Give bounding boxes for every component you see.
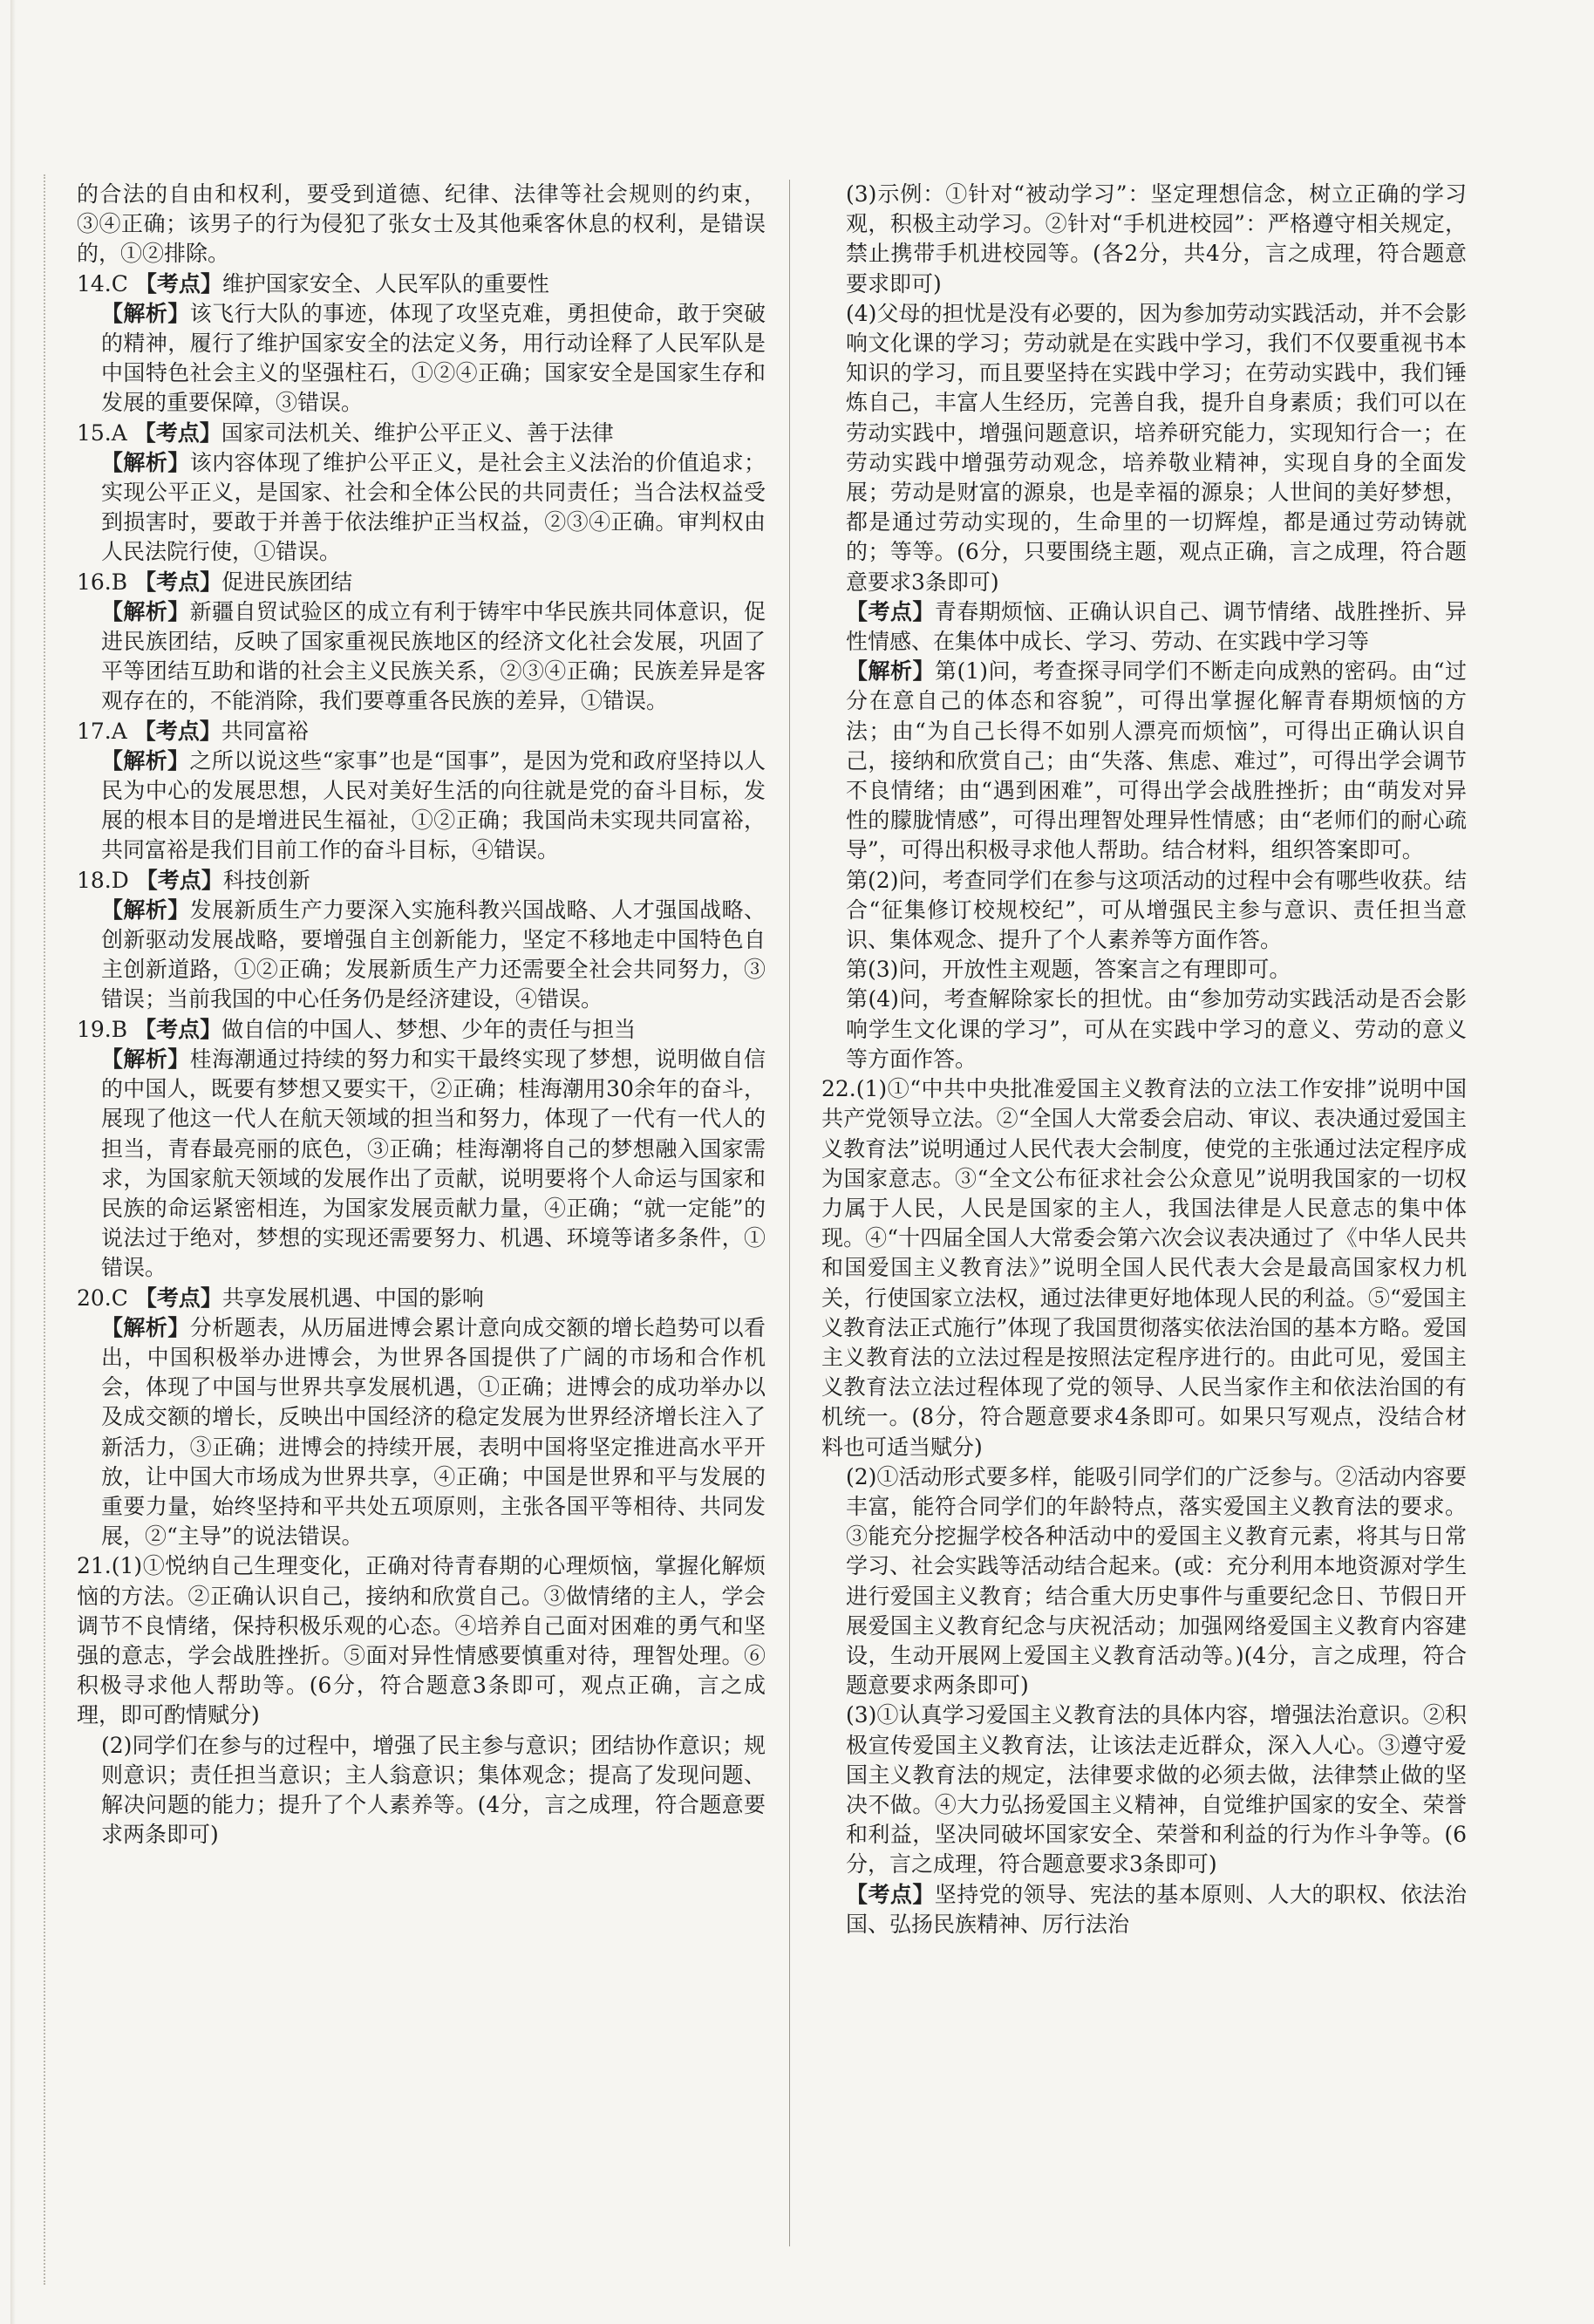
column-divider — [789, 180, 790, 2246]
section-text: 桂海潮通过持续的努力和实干最终实现了梦想，说明做自信的中国人，既要有梦想又要实干，②正确；桂海潮用30余年的奋斗，展现了他这一代人在航天领域的担当和努力，体现了一代有一代人的担当，青春最亮丽的底色，③正确；桂海潮将自己的梦想融入国家需求，为国家航天领域的发展作出了贡献，说明要将个人命运与国家和民族的命运紧密相连，为国家发展贡献力量，④正确；“就一定能”的说法过于绝对，梦想的实现还需要努力、机遇、环境等诸多条件，①错误。 — [101, 1046, 766, 1281]
kaodian-text: 做自信的中国人、梦想、少年的责任与担当 — [221, 1016, 637, 1042]
kaodian-text: 国家司法机关、维护公平正义、善于法律 — [221, 419, 614, 446]
kaodian-text: 共同富裕 — [221, 718, 309, 744]
question-number: 18.D — [77, 867, 129, 893]
page-edge — [10, 0, 16, 2324]
answer-entry — [821, 985, 1467, 1074]
answer-entry — [77, 1731, 766, 1850]
section-text: 该飞行大队的事迹，体现了攻坚克难，勇担使命，敢于突破的精神，履行了维护国家安全的法定义务，用行动诠释了人民军队是中国特色社会主义的坚强柱石，①②④正确；国家安全是国家生存和发展的重要保障，③错误。 — [101, 300, 766, 416]
section-label: 【解析】 — [101, 1314, 190, 1340]
section-text: 之所以说这些“家事”也是“国事”，是因为党和政府坚持以人民为中心的发展思想，人民对美好生活的向往就是党的奋斗目标，发展的根本目的是增进民生福祉，①②正确；我国尚未实现共同富裕，共同富裕是我们目前工作的奋斗目标，④错误。 — [101, 747, 766, 863]
section-text: 发展新质生产力要深入实施科教兴国战略、人才强国战略、创新驱动发展战略，要增强自主创新能力，坚定不移地走中国特色自主创新道路，①②正确；发展新质生产力还需要全社会共同努力，③错误；当前我国的中心任务仍是经济建设，④错误。 — [101, 896, 766, 1012]
section-label: 【解析】 — [101, 300, 190, 326]
answer-entry — [77, 299, 766, 419]
kaodian-label: 【考点】 — [135, 867, 223, 893]
answer-entry — [77, 419, 766, 448]
section-label: 【考点】 — [846, 598, 935, 624]
answer-entry — [77, 866, 766, 896]
answer-entry — [821, 1462, 1467, 1701]
kaodian-label: 【考点】 — [134, 1016, 222, 1042]
section-text: 该内容体现了维护公平正义，是社会主义法治的价值追求；实现公平正义，是国家、社会和全体公民的共同责任；当合法权益受到损害时，要敢于并善于依法维护正当权益，②③④正确。审判权由人民法院行使，①错误。 — [101, 449, 766, 565]
question-number: 16.B — [77, 569, 128, 595]
kaodian-text: 共享发展机遇、中国的影响 — [221, 1285, 484, 1311]
section-text: 青春期烦恼、正确认识自己、调节情绪、战胜挫折、异性情感、在集体中成长、学习、劳动、在实践中学习等 — [846, 598, 1467, 655]
answer-text: (1)①悦纳自己生理变化，正确对待青春期的心理烦恼，掌握化解烦恼的方法。②正确认识自己，接纳和欣赏自己。③做情绪的主人，学会调节不良情绪，保持积极乐观的心态。④培养自己面对困难的勇气和坚强的意志，学会战胜挫折。⑤面对异性情感要慎重对待，理智处理。⑥积极寻求他人帮助等。(6分，符合题意3条即可，观点正确，言之成理，即可酌情赋分) — [77, 1553, 766, 1728]
answer-entry — [77, 180, 766, 269]
answer-entry — [821, 657, 1467, 865]
answer-entry — [77, 1045, 766, 1284]
kaodian-label: 【考点】 — [134, 569, 222, 595]
kaodian-label: 【考点】 — [133, 419, 221, 446]
question-number: 20.C — [77, 1285, 128, 1311]
answer-entry — [77, 896, 766, 1015]
question-number: 14.C — [77, 270, 128, 296]
answer-text: 第(4)问，考查解除家长的担忧。由“参加劳动实践活动是否会影响学生文化课的学习”，可从在实践中学习的意义、劳动的意义等方面作答。 — [846, 986, 1467, 1072]
answer-entry — [821, 955, 1467, 985]
question-number: 15.A — [77, 419, 127, 446]
answer-entry — [77, 1015, 766, 1045]
section-label: 【解析】 — [101, 449, 190, 475]
answer-text: (3)示例：①针对“被动学习”：坚定理想信念，树立正确的学习观，积极主动学习。②针对“手机进校园”：严格遵守相关规定，禁止携带手机进校园等。(各2分，共4分，言之成理，符合题意要求即可) — [846, 181, 1467, 296]
answer-entry — [77, 269, 766, 299]
kaodian-label: 【考点】 — [133, 718, 221, 744]
answer-entry — [77, 1313, 766, 1552]
left-column — [77, 180, 766, 1850]
answer-entry — [77, 717, 766, 746]
section-text: 新疆自贸试验区的成立有利于铸牢中华民族共同体意识，促进民族团结，反映了国家重视民族地区的经济文化社会发展，巩固了平等团结互助和谐的社会主义民族关系，②③④正确；民族差异是客观存在的，不能消除，我们要尊重各民族的差异，①错误。 — [101, 598, 766, 714]
answer-text: (2)①活动形式要多样，能吸引同学们的广泛参与。②活动内容要丰富，能符合同学们的年龄特点，落实爱国主义教育法的要求。③能充分挖掘学校各种活动中的爱国主义教育元素，将其与日常学习、社会实践等活动结合起来。(或：充分利用本地资源对学生进行爱国主义教育；结合重大历史事件与重要纪念日、节假日开展爱国主义教育纪念与庆祝活动；加强网络爱国主义教育内容建设，生动开展网上爱国主义教育活动等。)(4分，言之成理，符合题意要求两条即可) — [846, 1463, 1467, 1699]
answer-entry — [821, 597, 1467, 657]
answer-entry — [821, 299, 1467, 597]
kaodian-label: 【考点】 — [134, 1285, 222, 1311]
section-label: 【解析】 — [101, 747, 190, 774]
answer-entry — [77, 746, 766, 866]
answer-entry — [821, 1074, 1467, 1462]
kaodian-text: 科技创新 — [222, 867, 310, 893]
question-number: 19.B — [77, 1016, 128, 1042]
answer-text: (2)同学们在参与的过程中，增强了民主参与意识；团结协作意识；规则意识；责任担当意识；主人翁意识；集体观念；提高了发现问题、解决问题的能力；提升了个人素养等。(4分，言之成理，符合题意要求两条即可) — [101, 1732, 766, 1848]
kaodian-label: 【考点】 — [134, 270, 222, 296]
section-text: 坚持党的领导、宪法的基本原则、人大的职权、依法治国、弘扬民族精神、厉行法治 — [846, 1881, 1467, 1937]
section-label: 【解析】 — [846, 658, 936, 685]
kaodian-text: 促进民族团结 — [221, 569, 353, 595]
right-column — [821, 180, 1467, 1939]
answer-entry — [77, 1284, 766, 1313]
kaodian-text: 维护国家安全、人民军队的重要性 — [221, 270, 549, 296]
answer-entry — [821, 866, 1467, 956]
answer-entry — [77, 1551, 766, 1730]
section-label: 【解析】 — [101, 1046, 190, 1072]
answer-text: (1)①“中共中央批准爱国主义教育法的立法工作安排”说明中国共产党领导立法。②“全国人大常委会启动、审议、表决通过爱国主义教育法”说明通过人民代表大会制度，使党的主张通过法定程序成为国家意志。③“全文公布征求社会公众意见”说明我国家的一切权力属于人民，人民是国家的主人，我国法律是人民意志的集中体现。④“十四届全国人大常委会第六次会议表决通过了《中华人民共和国爱国主义教育法》”说明全国人民代表大会是最高国家权力机关，行使国家立法权，通过法律更好地体现人民的利益。⑤“爱国主义教育法正式施行”体现了我国贯彻落实依法治国的基本方略。爱国主义教育法的立法过程是按照法定程序进行的。由此可见，爱国主义教育法立法过程体现了党的领导、人民当家作主和依法治国的有机统一。(8分，符合题意要求4条即可。如果只写观点，没结合材料也可适当赋分) — [821, 1076, 1467, 1460]
answer-text: (4)父母的担忧是没有必要的，因为参加劳动实践活动，并不会影响文化课的学习；劳动就是在实践中学习，我们不仅要重视书本知识的学习，而且要坚持在实践中学习；在劳动实践中，我们锤炼自己，丰富人生经历，完善自我，提升自身素质；我们可以在劳动实践中，增强问题意识，培养研究能力，实现知行合一；在劳动实践中增强劳动观念，培养敬业精神，实现自身的全面发展；劳动是财富的源泉，也是幸福的源泉；人世间的美好梦想，都是通过劳动实现的，生命里的一切辉煌，都是通过劳动铸就的；等等。(6分，只要围绕主题，观点正确，言之成理，符合题意要求3条即可) — [846, 300, 1467, 595]
section-label: 【解析】 — [101, 598, 190, 624]
section-text: 第(1)问，考查探寻同学们不断走向成熟的密码。由“过分在意自己的体态和容貌”，可得出掌握化解青春期烦恼的方法；由“为自己长得不如别人漂亮而烦恼”，可得出正确认识自己，接纳和欣赏自己；由“失落、焦虑、难过”，可得出学会调节不良情绪；由“遇到困难”，可得出学会战胜挫折；由“萌发对异性的朦胧情感”，可得出理智处理异性情感；由“老师们的耐心疏导”，可得出积极寻求他人帮助。结合材料，组织答案即可。 — [846, 658, 1467, 863]
section-label: 【考点】 — [846, 1881, 935, 1907]
question-number: 21. — [77, 1553, 112, 1579]
section-text: 分析题表，从历届进博会累计意向成交额的增长趋势可以看出，中国积极举办进博会，为世界各国提供了广阔的市场和合作机会，体现了中国与世界共享发展机遇，①正确；进博会的成功举办以及成交额的增长，反映出中国经济的稳定发展为世界经济增长注入了新活力，③正确；进博会的持续开展，表明中国将坚定推进高水平开放，让中国大市场成为世界共享，④正确；中国是世界和平与发展的重要力量，始终坚持和平共处五项原则，主张各国平等相待、共同发展，②“主导”的说法错误。 — [101, 1314, 766, 1550]
question-number: 22. — [821, 1076, 856, 1102]
answer-text: 第(3)问，开放性主观题，答案言之有理即可。 — [846, 957, 1291, 983]
answer-text: (3)①认真学习爱国主义教育法的具体内容，增强法治意识。②积极宣传爱国主义教育法，让该法走近群众，深入人心。③遵守爱国主义教育法的规定，法律要求做的必须去做，法律禁止做的坚决不做。④大力弘扬爱国主义精神，自觉维护国家的安全、荣誉和利益，坚决同破坏国家安全、荣誉和利益的行为作斗争等。(6分，言之成理，符合题意要求3条即可) — [846, 1702, 1467, 1878]
answer-entry — [77, 597, 766, 717]
answer-entry — [77, 448, 766, 568]
binding-dots — [44, 174, 45, 2285]
question-number: 17.A — [77, 718, 127, 744]
answer-text: 第(2)问，考查同学们在参与这项活动的过程中会有哪些收获。结合“征集修订校规校纪”，可从增强民主参与意识、责任担当意识、集体观念、提升了个人素养等方面作答。 — [846, 867, 1467, 953]
answer-entry — [821, 1880, 1467, 1939]
answer-entry — [821, 1700, 1467, 1879]
section-label: 【解析】 — [101, 896, 190, 923]
answer-entry — [77, 568, 766, 597]
continued-text: 的合法的自由和权利，要受到道德、纪律、法律等社会规则的约束，③④正确；该男子的行为侵犯了张女士及其他乘客休息的权利，是错误的，①②排除。 — [77, 181, 766, 267]
answer-entry — [821, 180, 1467, 299]
